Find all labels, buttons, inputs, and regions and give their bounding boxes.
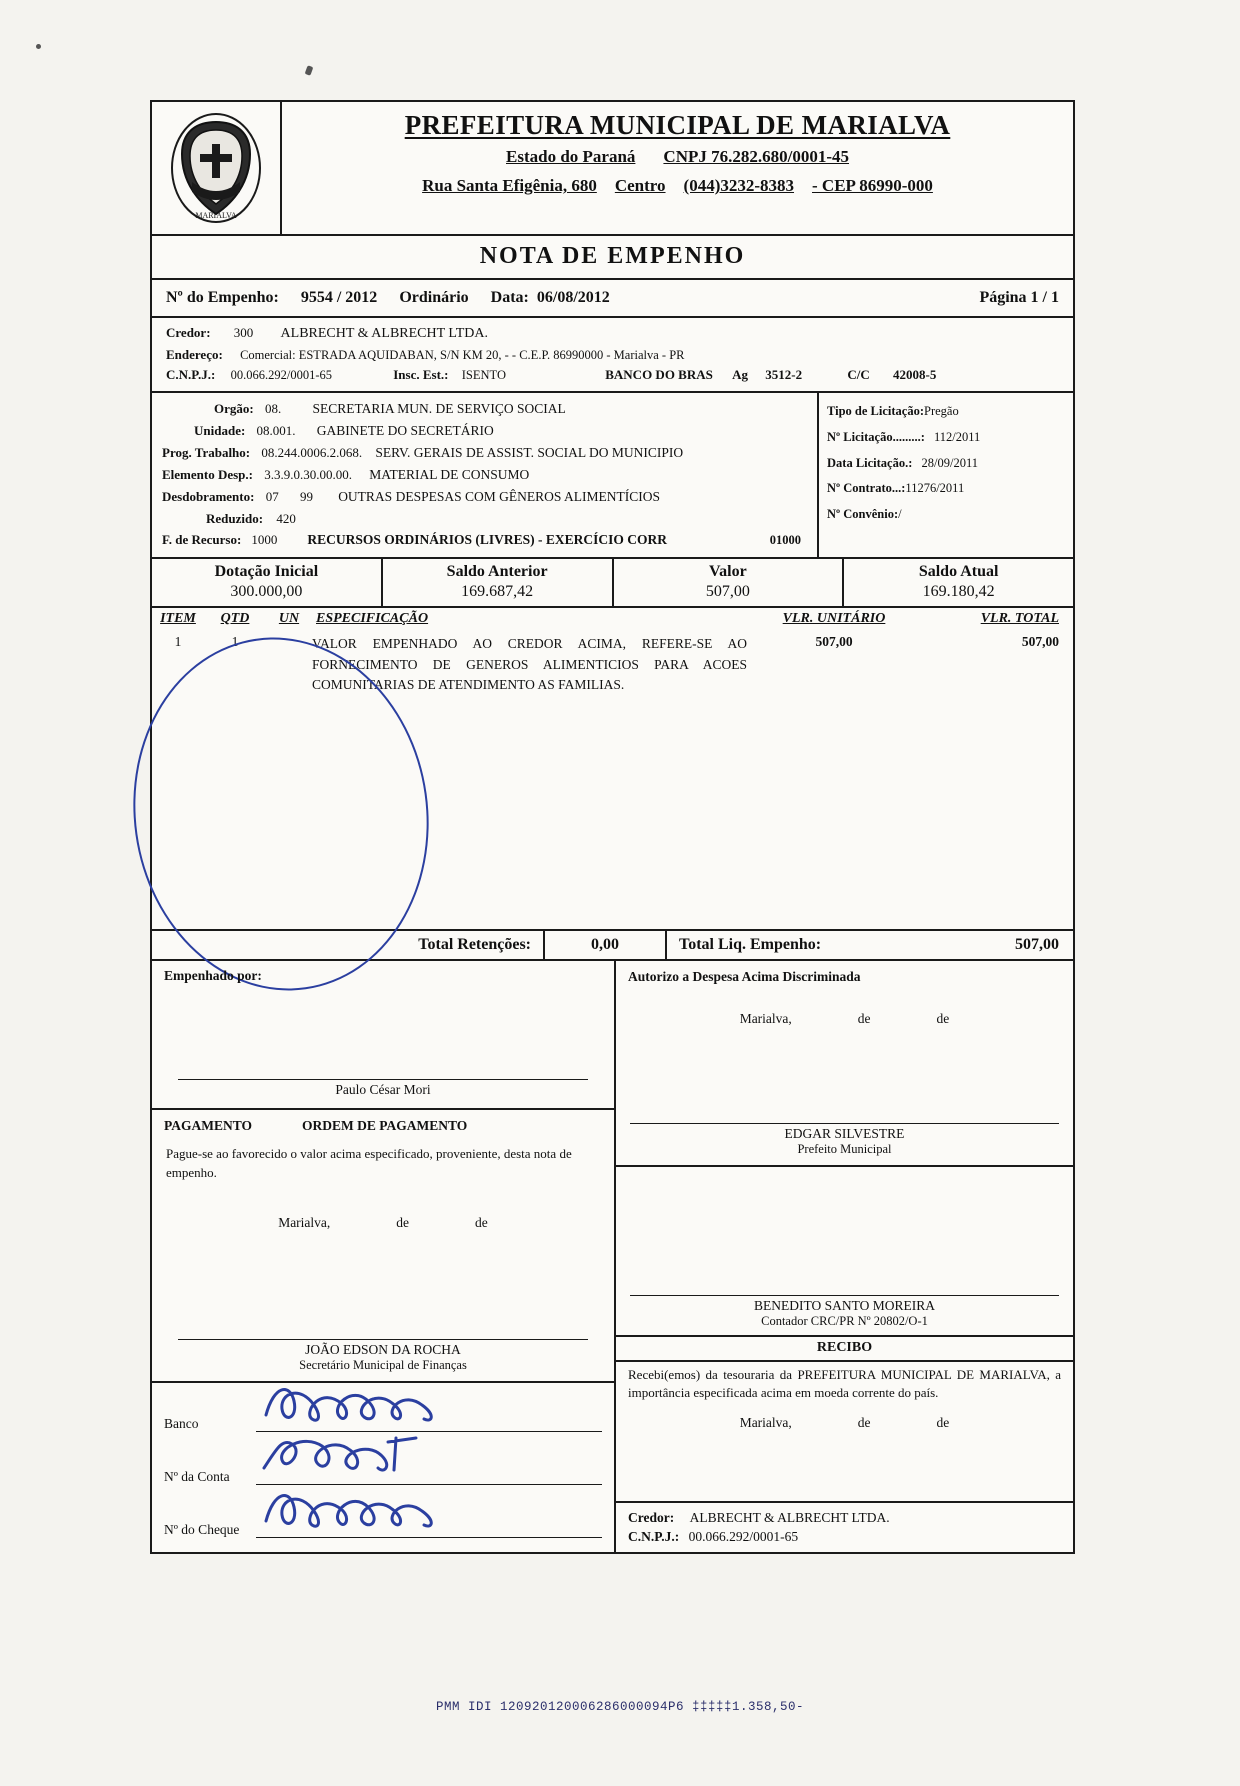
col-un: UN	[278, 610, 300, 626]
items-table	[152, 608, 1073, 931]
items-table-body	[152, 629, 1073, 931]
signature-area	[152, 961, 1073, 1552]
scan-speck	[305, 65, 314, 76]
saldo-atual-value: 169.180,42	[922, 582, 995, 600]
unidade-code: 08.001.	[256, 423, 296, 439]
district-label: Centro	[614, 176, 666, 195]
valor-value: 507,00	[705, 582, 750, 600]
fonte-recurso-num: 01000	[769, 532, 801, 547]
pagamento-label: PAGAMENTO	[164, 1117, 253, 1133]
cheque-label: Nº do Cheque	[164, 1521, 240, 1537]
credor-label: Credor:	[166, 325, 211, 340]
desdobramento-code-1: 07	[265, 488, 279, 504]
unidade-name: GABINETE DO SECRETÁRIO	[316, 423, 494, 439]
document-header	[152, 102, 1073, 236]
tipo-licitacao-label: Tipo de Licitação:	[827, 404, 924, 419]
recibo-cnpj-label: C.N.P.J.:	[628, 1529, 680, 1545]
orgao-column	[152, 393, 817, 556]
empenhado-por-name: Paulo César Mori	[335, 1081, 431, 1097]
insc-estadual-label: Insc. Est.:	[393, 367, 449, 383]
row-un	[266, 634, 312, 697]
credor-block	[152, 318, 1073, 393]
saldo-atual-label: Saldo Atual	[918, 562, 999, 580]
num-licitacao-label: Nº Licitação.........:	[827, 430, 925, 445]
saldo-anterior-value: 169.687,42	[461, 582, 534, 600]
data-licitacao-value: 28/09/2011	[921, 455, 979, 470]
scan-speck	[36, 44, 41, 49]
signature-left-column	[152, 961, 616, 1552]
conta-corrente-value: 42008-5	[892, 367, 937, 383]
data-licitacao-label: Data Licitação.:	[827, 455, 913, 470]
col-qtd: QTD	[220, 610, 250, 626]
saldo-anterior-label: Saldo Anterior	[446, 562, 548, 580]
agencia-label: Ag	[732, 367, 748, 383]
empenhado-por-label: Empenhado por:	[164, 967, 262, 983]
banco-input[interactable]	[256, 1401, 602, 1432]
recibo-de-2: de	[936, 1415, 950, 1431]
endereco-label: Endereço:	[166, 346, 223, 362]
conta-corrente-label: C/C	[847, 367, 870, 383]
tipo-licitacao-value: Pregão	[924, 404, 959, 419]
reduzido-label: Reduzido:	[206, 510, 264, 526]
address-label: Rua Santa Efigênia, 680	[422, 176, 597, 195]
secretario-nome: JOÃO EDSON DA ROCHA	[305, 1341, 461, 1357]
dotacao-cell	[614, 559, 845, 606]
fonte-recurso-label: F. de Recurso:	[162, 531, 242, 547]
elemento-despesa-label: Elemento Desp.:	[162, 467, 253, 483]
credor-code: 300	[233, 325, 254, 340]
autorizo-de-1: de	[857, 1010, 871, 1026]
totals-row	[152, 931, 1073, 961]
empenho-label: Nº do Empenho:	[166, 289, 279, 306]
cheque-field-row	[152, 1485, 614, 1552]
city-coat-of-arms	[152, 102, 282, 234]
valor-label: Valor	[709, 562, 747, 580]
row-vlr-unitario: 507,00	[815, 633, 853, 649]
elemento-despesa-code: 3.3.9.0.30.00.00.	[264, 467, 352, 483]
items-table-header	[152, 608, 1073, 629]
desdobramento-label: Desdobramento:	[162, 488, 255, 504]
orgao-label: Orgão:	[214, 401, 254, 417]
row-qtd: 1	[231, 633, 239, 649]
total-liquido-value: 507,00	[1015, 935, 1059, 953]
empenho-number: 9554 / 2012	[300, 289, 378, 306]
num-convenio-label: Nº Convênio:	[827, 506, 899, 521]
signature-right-column	[616, 961, 1073, 1552]
row-vlr-total: 507,00	[1021, 633, 1059, 649]
prog-trabalho-label: Prog. Trabalho:	[162, 445, 251, 461]
cep-label: - CEP 86990-000	[812, 176, 933, 195]
credor-cnpj-label: C.N.P.J.:	[166, 367, 216, 383]
table-row	[152, 629, 1073, 697]
ordem-pagamento-label: ORDEM DE PAGAMENTO	[302, 1117, 468, 1133]
autorizo-label: Autorizo a Despesa Acima Discriminada	[628, 968, 861, 984]
fonte-recurso-name: RECURSOS ORDINÁRIOS (LIVRES) - EXERCÍCIO CORR	[307, 531, 668, 547]
insc-estadual-value: ISENTO	[461, 368, 506, 383]
banco-field-row	[152, 1383, 614, 1432]
dotacao-inicial-label: Dotação Inicial	[214, 562, 319, 580]
dotacao-inicial-value: 300.000,00	[230, 582, 303, 600]
fonte-recurso-code: 1000	[251, 531, 278, 547]
phone-label: (044)3232-8383	[683, 176, 795, 195]
banco-label: Banco	[164, 1415, 199, 1431]
licitacao-column	[817, 393, 1073, 556]
autorizo-place: Marialva,	[739, 1010, 792, 1026]
recibo-place: Marialva,	[739, 1415, 792, 1431]
elemento-despesa-name: MATERIAL DE CONSUMO	[369, 467, 530, 483]
row-especificacao: VALOR EMPENHADO AO CREDOR ACIMA, REFERE-SE AO FORNECIMENTO DE GENEROS ALIMENTICIOS PARA ACOES COMUNITARIAS DE ATENDIMENTO AS FAMILIAS.	[312, 635, 747, 693]
empenho-type: Ordinário	[399, 289, 469, 306]
pagamento-de-1: de	[396, 1214, 410, 1230]
empenho-date: 06/08/2012	[536, 289, 610, 306]
conta-field-row	[152, 1432, 614, 1485]
dotacao-table	[152, 559, 1073, 608]
unidade-label: Unidade:	[194, 423, 246, 439]
endereco-value: Comercial: ESTRADA AQUIDABAN, S/N KM 20, - - C.E.P. 86990000 - Marialva - PR	[240, 347, 685, 362]
contador-cargo: Contador CRC/PR Nº 20802/O-1	[761, 1313, 928, 1328]
state-label: Estado do Paraná	[506, 147, 636, 166]
recibo-de-1: de	[857, 1415, 871, 1431]
recibo-cnpj-value: 00.066.292/0001-65	[688, 1529, 799, 1545]
num-contrato-value: 11276/2011	[905, 481, 965, 496]
col-item: ITEM	[160, 610, 196, 626]
conta-label: Nº da Conta	[164, 1468, 230, 1484]
recibo-credor-nome: ALBRECHT & ALBRECHT LTDA.	[689, 1510, 890, 1526]
cheque-input[interactable]	[256, 1507, 602, 1538]
pagamento-de-2: de	[475, 1214, 488, 1230]
autorizo-de-2: de	[936, 1010, 950, 1026]
prog-trabalho-name: SERV. GERAIS DE ASSIST. SOCIAL DO MUNICIPIO	[375, 445, 684, 461]
col-vlr-total: VLR. TOTAL	[980, 610, 1059, 626]
prog-trabalho-code: 08.244.0006.2.068.	[261, 445, 363, 461]
num-contrato-label: Nº Contrato...:	[827, 481, 906, 496]
dotacao-cell	[844, 559, 1073, 606]
orgao-name: SECRETARIA MUN. DE SERVIÇO SOCIAL	[312, 401, 566, 417]
orgao-code: 08.	[264, 401, 282, 417]
page-number: Página 1 / 1	[979, 289, 1059, 306]
credor-name: ALBRECHT & ALBRECHT LTDA.	[280, 326, 488, 341]
total-retencoes-label: Total Retenções:	[418, 935, 531, 953]
document-type-title: NOTA DE EMPENHO	[152, 236, 1073, 280]
credor-cnpj-value: 00.066.292/0001-65	[230, 368, 332, 383]
contador-nome: BENEDITO SANTO MOREIRA	[753, 1297, 935, 1313]
num-licitacao-value: 112/2011	[933, 430, 981, 445]
conta-input[interactable]	[256, 1454, 602, 1485]
empenho-summary-row	[152, 280, 1073, 318]
secretario-cargo: Secretário Municipal de Finanças	[299, 1357, 467, 1372]
prefeito-cargo: Prefeito Municipal	[797, 1141, 892, 1156]
footer-barcode-text: PMM IDI 120920120006286000094P6 ‡‡‡‡‡1.358,50-	[435, 1700, 805, 1714]
dotacao-cell	[152, 559, 383, 606]
total-retencoes-value: 0,00	[543, 931, 665, 959]
total-liquido-label: Total Liq. Empenho:	[665, 931, 909, 959]
num-convenio-value: /	[898, 506, 902, 521]
empenho-date-label: Data:	[490, 289, 529, 306]
page-title: PREFEITURA MUNICIPAL DE MARIALVA	[404, 110, 951, 140]
col-vlr-unitario: VLR. UNITÁRIO	[782, 610, 886, 626]
recibo-label: RECIBO	[816, 1339, 873, 1355]
agencia-value: 3512-2	[765, 367, 803, 383]
recibo-texto: Recebi(emos) da tesouraria da PREFEITURA MUNICIPAL DE MARIALVA, a importância especificada acima em moeda corrente do país.	[628, 1366, 1061, 1401]
prefeito-nome: EDGAR SILVESTRE	[784, 1125, 905, 1141]
recibo-credor-label: Credor:	[628, 1510, 675, 1526]
row-item: 1	[174, 633, 182, 649]
svg-text:MARIALVA: MARIALVA	[195, 211, 237, 220]
pagamento-texto: Pague-se ao favorecido o valor acima especificado, proveniente, desta nota de empenho.	[166, 1145, 572, 1181]
pagamento-place: Marialva,	[278, 1214, 331, 1230]
nota-de-empenho-document	[150, 100, 1075, 1554]
classificacao-block	[152, 393, 1073, 558]
cnpj-label: CNPJ 76.282.680/0001-45	[663, 147, 849, 166]
col-especificacao: ESPECIFICAÇÃO	[316, 610, 429, 626]
banco-name: BANCO DO BRAS	[605, 367, 713, 383]
dotacao-cell	[383, 559, 614, 606]
desdobramento-name: OUTRAS DESPESAS COM GÊNEROS ALIMENTÍCIOS	[338, 488, 660, 504]
desdobramento-code-2: 99	[299, 488, 313, 504]
reduzido-value: 420	[276, 510, 296, 526]
